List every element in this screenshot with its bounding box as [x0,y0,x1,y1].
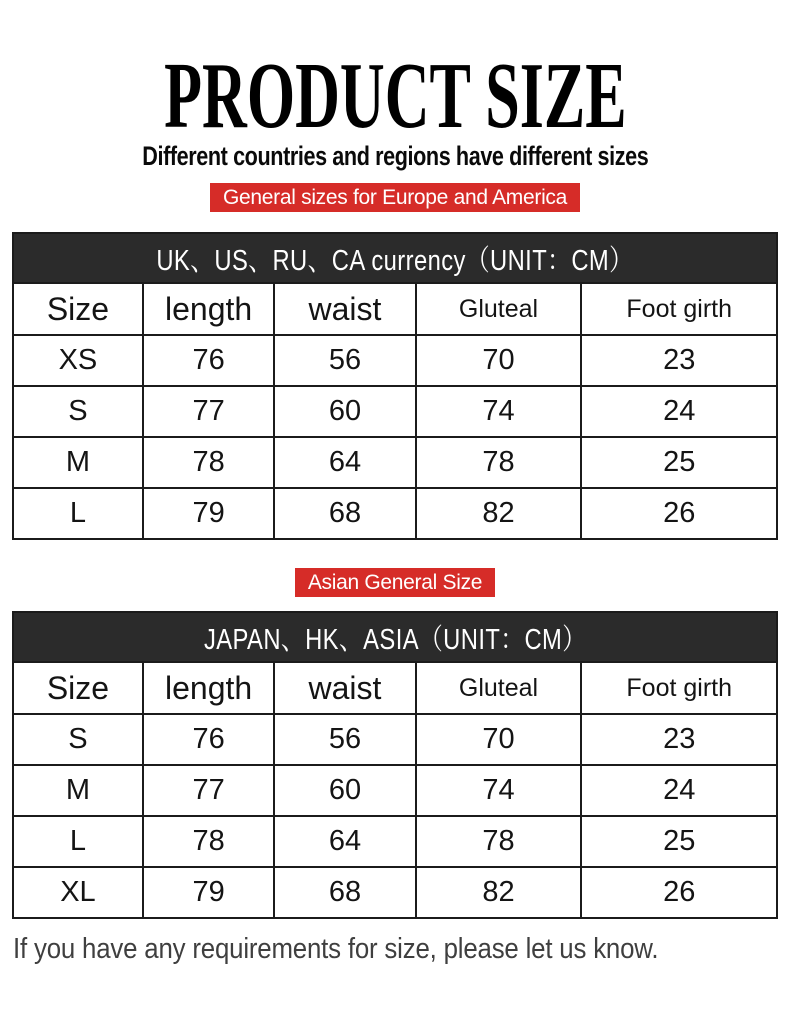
value-cell: 78 [416,816,582,867]
table-row [13,714,777,765]
column-header-foot-girth: Foot girth [581,283,777,335]
value-cell: 70 [416,714,582,765]
page-title: PRODUCT SIZE [163,44,627,148]
value-cell: 26 [581,488,777,539]
value-cell: 23 [581,714,777,765]
value-cell: 74 [416,386,582,437]
column-header-foot-girth: Foot girth [581,662,777,714]
value-cell: 56 [274,714,415,765]
table-header-row [13,662,777,714]
column-header-size: Size [13,283,143,335]
value-cell: 60 [274,386,415,437]
column-header-gluteal: Gluteal [416,283,582,335]
column-header-waist: waist [274,283,415,335]
value-cell: 60 [274,765,415,816]
value-cell: 79 [143,867,274,918]
value-cell: 56 [274,335,415,386]
value-cell: 79 [143,488,274,539]
size-cell: XL [13,867,143,918]
footer-note: If you have any requirements for size, please let us know. [13,933,659,965]
page-subtitle: Different countries and regions have different sizes [141,141,649,171]
column-header-length: length [143,283,274,335]
column-header-waist: waist [274,662,415,714]
value-cell: 78 [143,437,274,488]
value-cell: 78 [416,437,582,488]
value-cell: 78 [143,816,274,867]
region-badge-europe-america: General sizes for Europe and America [210,183,580,212]
table-caption: JAPAN、HK、ASIA（UNIT：CM） [203,623,587,656]
size-cell: S [13,386,143,437]
table-row [13,386,777,437]
table-row [13,816,777,867]
value-cell: 82 [416,488,582,539]
value-cell: 70 [416,335,582,386]
size-cell: L [13,816,143,867]
value-cell: 76 [143,714,274,765]
size-cell: L [13,488,143,539]
region-badge-asia: Asian General Size [295,568,495,597]
value-cell: 26 [581,867,777,918]
table-header-row [13,283,777,335]
size-cell: S [13,714,143,765]
column-header-length: length [143,662,274,714]
column-header-size: Size [13,662,143,714]
table-caption-bar [12,232,778,282]
value-cell: 25 [581,816,777,867]
table-row [13,335,777,386]
size-cell: M [13,437,143,488]
value-cell: 68 [274,867,415,918]
table-caption-bar [12,611,778,661]
table-row [13,488,777,539]
size-table [12,661,778,919]
size-cell: XS [13,335,143,386]
size-table [12,282,778,540]
value-cell: 77 [143,386,274,437]
value-cell: 24 [581,765,777,816]
size-cell: M [13,765,143,816]
value-cell: 64 [274,437,415,488]
table-row [13,867,777,918]
table-caption: UK、US、RU、CA currency（UNIT：CM） [156,244,634,277]
size-table-asia [12,611,778,919]
table-row [13,437,777,488]
value-cell: 82 [416,867,582,918]
value-cell: 25 [581,437,777,488]
value-cell: 64 [274,816,415,867]
table-row [13,765,777,816]
size-table-europe-america [12,232,778,540]
value-cell: 76 [143,335,274,386]
value-cell: 68 [274,488,415,539]
column-header-gluteal: Gluteal [416,662,582,714]
value-cell: 23 [581,335,777,386]
value-cell: 77 [143,765,274,816]
value-cell: 24 [581,386,777,437]
value-cell: 74 [416,765,582,816]
